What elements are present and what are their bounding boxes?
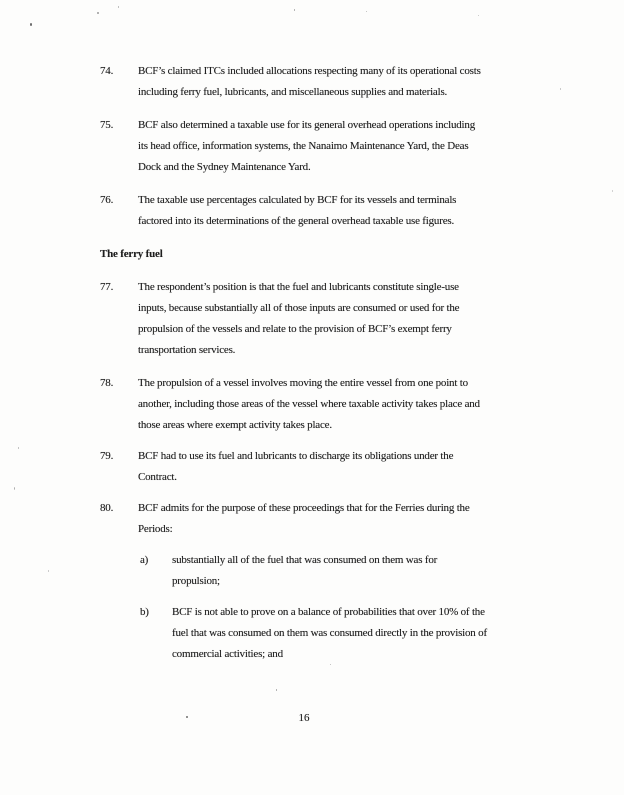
paragraph-number: 77. <box>100 281 114 293</box>
scan-speckle <box>30 23 32 26</box>
paragraph-text <box>138 61 481 103</box>
text-line: Contract. <box>138 471 177 483</box>
scan-speckle <box>14 487 15 490</box>
text-line: fuel that was consumed on them was consumed directly in the provision of <box>172 627 487 639</box>
paragraph-text <box>138 498 470 540</box>
scan-speckle <box>612 190 613 192</box>
scan-speckle <box>276 689 277 691</box>
scan-speckle <box>478 15 479 16</box>
scan-speckle <box>118 6 119 8</box>
text-line: factored into its determinations of the general overhead taxable use figures. <box>138 215 455 227</box>
paragraph-text <box>138 190 456 232</box>
scan-speckle <box>294 9 295 11</box>
paragraph-number: 74. <box>100 65 114 77</box>
section-heading: The ferry fuel <box>100 248 163 260</box>
scan-speckle <box>330 664 331 665</box>
paragraph-77 <box>100 277 624 361</box>
text-line: BCF’s claimed ITCs included allocations respecting many of its operational costs <box>138 65 481 77</box>
text-line: substantially all of the fuel that was consumed on them was for <box>172 554 438 566</box>
text-line: commercial activities; and <box>172 648 283 660</box>
text-line: The respondent’s position is that the fuel and lubricants constitute single-use <box>138 281 459 293</box>
subitem-letter: a) <box>140 554 149 566</box>
page-number: 16 <box>298 712 310 724</box>
subitem-text <box>172 602 487 665</box>
text-line: BCF also determined a taxable use for its general overhead operations including <box>138 119 476 131</box>
paragraph-74 <box>100 61 624 103</box>
paragraph-75 <box>100 115 624 178</box>
paragraph-78 <box>100 373 624 436</box>
text-line: inputs, because substantially all of those inputs are consumed or used for the <box>138 302 460 314</box>
paragraph-text <box>138 446 453 488</box>
scan-speckle <box>366 11 367 12</box>
text-line: Periods: <box>138 523 173 535</box>
subitem-letter: b) <box>140 606 149 618</box>
paragraph-number: 80. <box>100 502 114 514</box>
text-line: propulsion of the vessels and relate to the provision of BCF’s exempt ferry <box>138 323 452 335</box>
paragraph-text <box>138 373 480 436</box>
paragraph-number: 79. <box>100 450 114 462</box>
text-line: The taxable use percentages calculated by BCF for its vessels and terminals <box>138 194 457 206</box>
scan-speckle <box>48 570 49 572</box>
text-line: another, including those areas of the vessel where taxable activity takes place and <box>138 398 480 410</box>
scan-speckle <box>560 88 561 90</box>
text-line: The propulsion of a vessel involves moving the entire vessel from one point to <box>138 377 468 389</box>
paragraph-number: 75. <box>100 119 114 131</box>
scan-speckle <box>18 447 19 449</box>
paragraph-text <box>138 115 475 178</box>
paragraph-80 <box>100 498 624 540</box>
paragraph-76 <box>100 190 624 232</box>
subitem-b <box>140 602 624 665</box>
scan-speckle <box>186 716 188 718</box>
scan-speckle <box>97 12 99 14</box>
paragraph-number: 78. <box>100 377 114 389</box>
text-line: Dock and the Sydney Maintenance Yard. <box>138 161 311 173</box>
text-line: including ferry fuel, lubricants, and miscellaneous supplies and materials. <box>138 86 448 98</box>
text-line: BCF had to use its fuel and lubricants to discharge its obligations under the <box>138 450 454 462</box>
document-body <box>0 61 624 677</box>
text-line: propulsion; <box>172 575 220 587</box>
text-line: BCF admits for the purpose of these proceedings that for the Ferries during the <box>138 502 470 514</box>
paragraph-79 <box>100 446 624 488</box>
text-line: transportation services. <box>138 344 236 356</box>
text-line: its head office, information systems, the Nanaimo Maintenance Yard, the Deas <box>138 140 469 152</box>
paragraph-number: 76. <box>100 194 114 206</box>
text-line: those areas where exempt activity takes place. <box>138 419 332 431</box>
text-line: BCF is not able to prove on a balance of probabilities that over 10% of the <box>172 606 485 618</box>
paragraph-text <box>138 277 459 361</box>
subitem-a <box>140 550 624 592</box>
subitem-text <box>172 550 437 592</box>
